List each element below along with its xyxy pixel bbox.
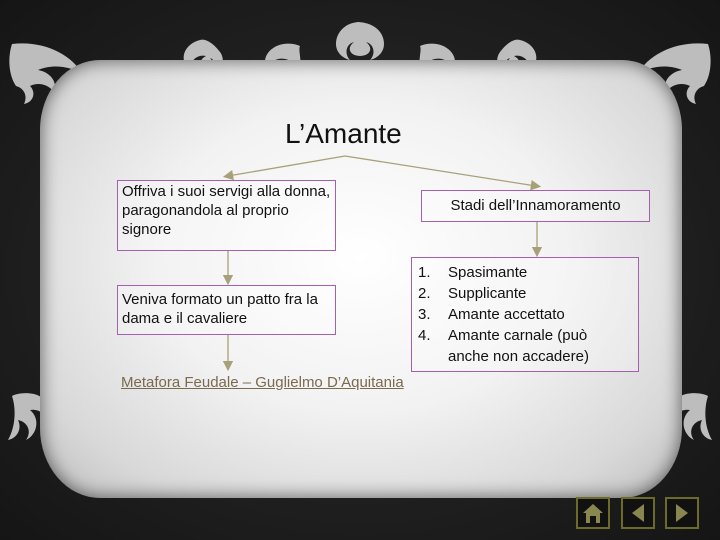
stadi-header-box: [421, 190, 650, 222]
stadi-list-box: [411, 257, 639, 372]
next-icon: [667, 499, 697, 527]
list-item-text: Supplicante: [448, 285, 527, 302]
stadi-list: [418, 262, 632, 367]
list-item: [418, 283, 632, 304]
slide-title: L’Amante: [285, 118, 402, 149]
home-button[interactable]: [576, 497, 610, 529]
previous-icon: [623, 499, 653, 527]
list-item: [418, 304, 632, 325]
list-item-text: Amante accettato: [448, 306, 565, 323]
description-box-patto: [117, 285, 336, 335]
list-item: [418, 262, 632, 283]
list-item-text: Spasimante: [448, 264, 528, 281]
next-button[interactable]: [665, 497, 699, 529]
home-icon: [578, 499, 608, 527]
metafora-feudale-link[interactable]: Metafora Feudale – Guglielmo D’Aquitania: [121, 374, 404, 391]
description-text: Offriva i suoi servigi alla donna, paragonandola al proprio signore: [122, 183, 331, 238]
list-item-number: 3.: [418, 306, 431, 323]
description-box-servigi: [117, 180, 336, 251]
list-item: [418, 325, 632, 367]
list-item-number: 4.: [418, 327, 431, 344]
description-text: Veniva formato un patto fra la dama e il cavaliere: [122, 291, 318, 327]
list-item-text: Amante carnale (può anche non accadere): [448, 327, 589, 365]
list-item-number: 2.: [418, 285, 431, 302]
stadi-header-text: Stadi dell’Innamoramento: [450, 197, 621, 214]
previous-button[interactable]: [621, 497, 655, 529]
list-item-number: 1.: [418, 264, 431, 281]
